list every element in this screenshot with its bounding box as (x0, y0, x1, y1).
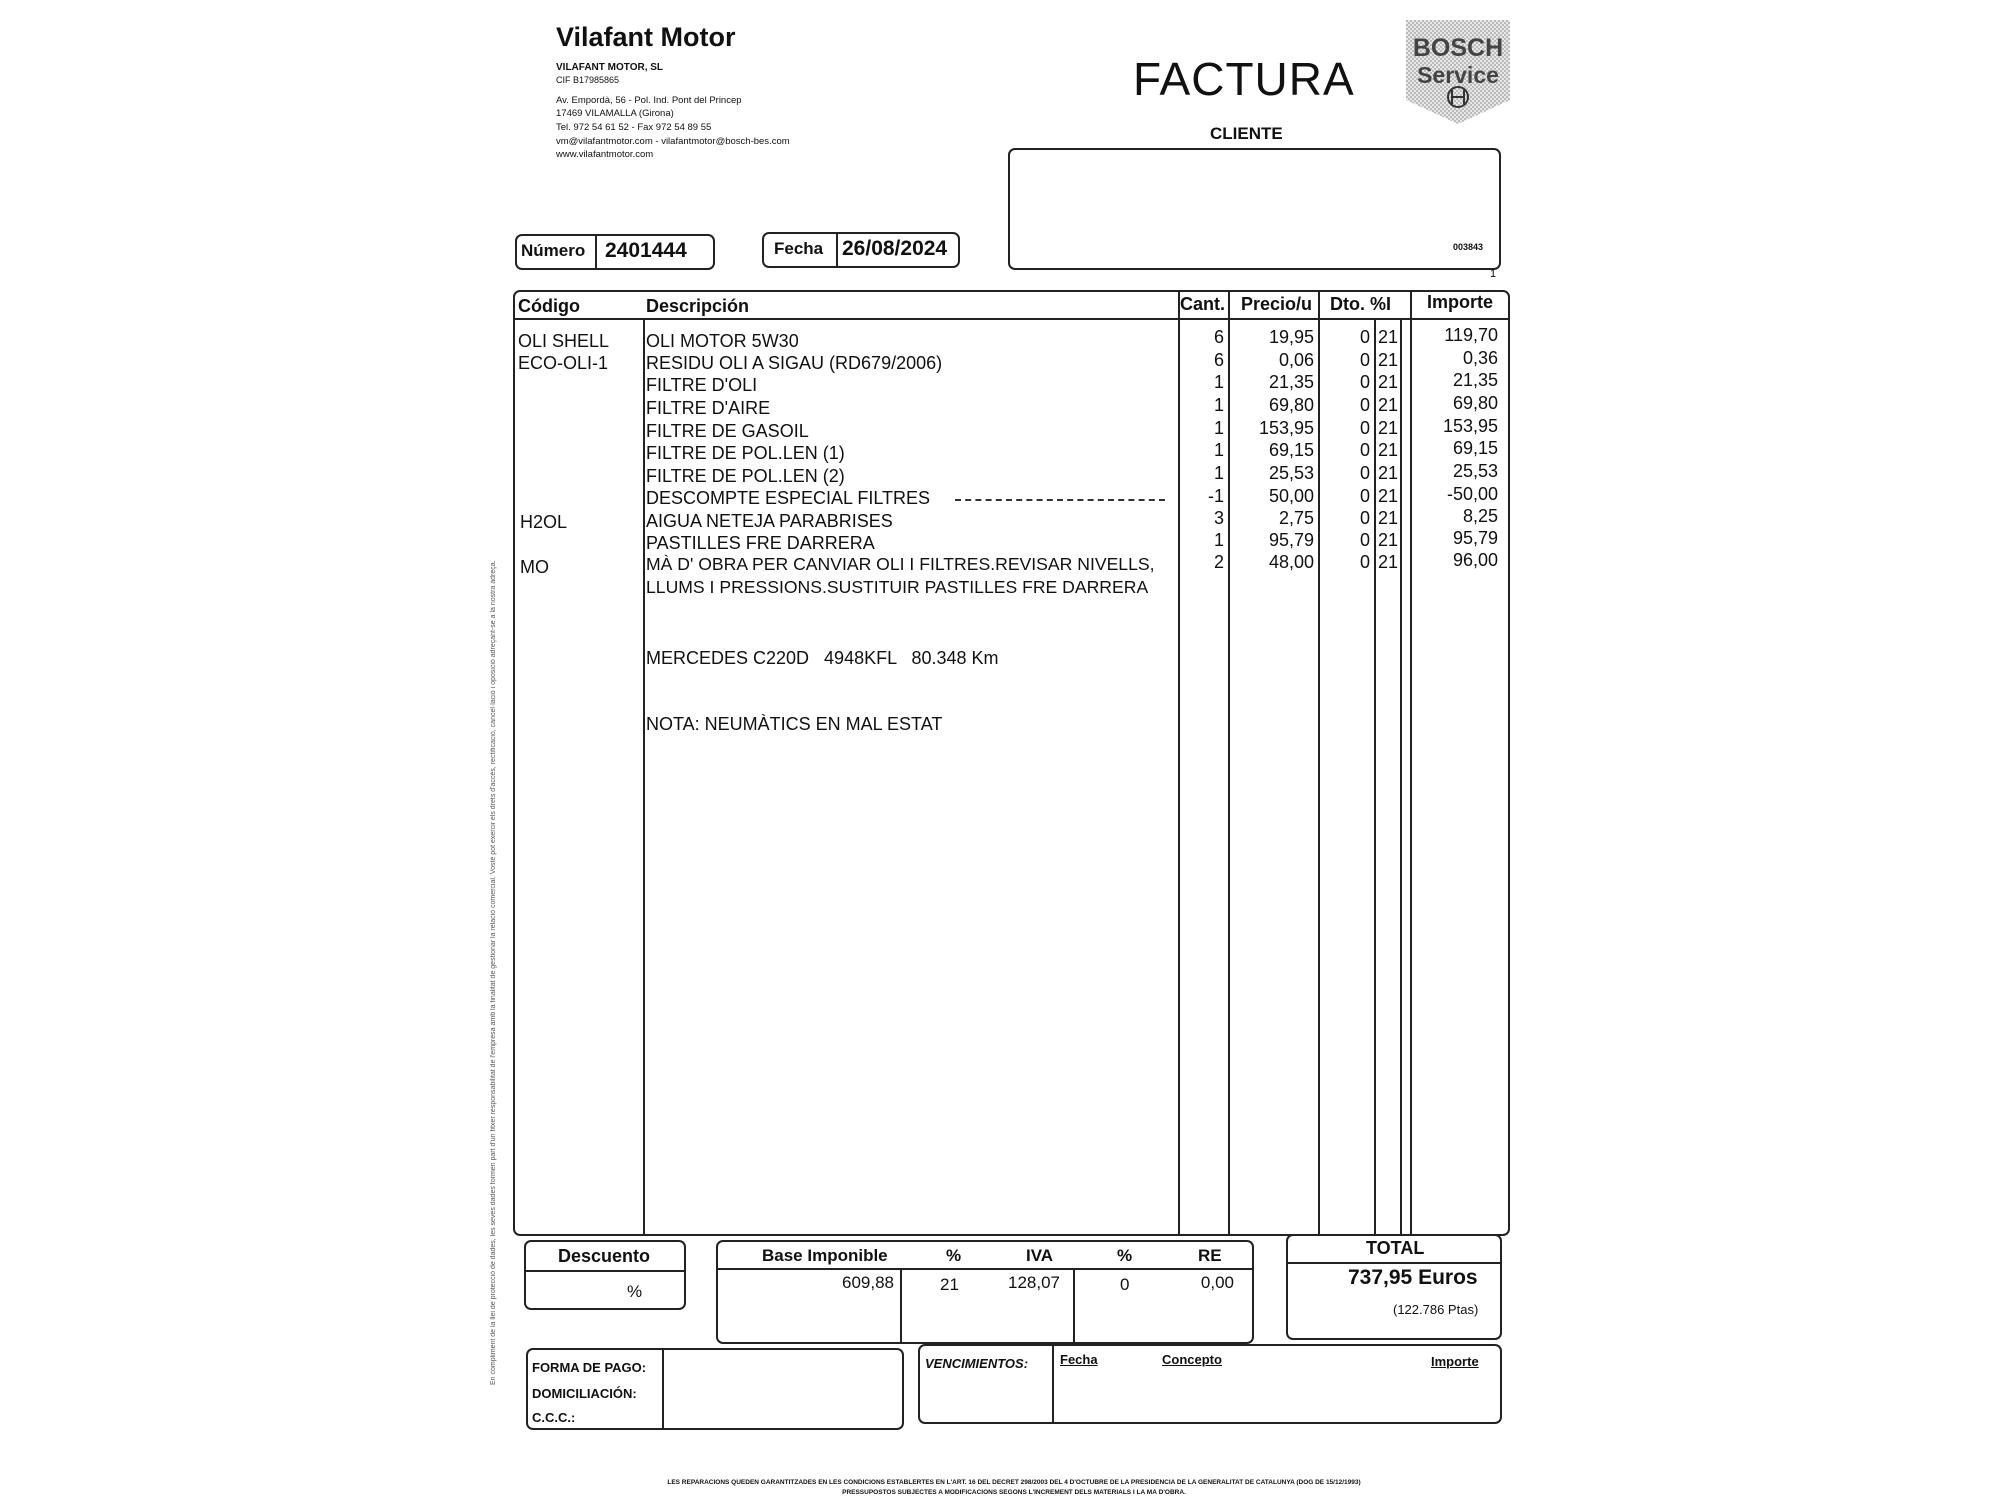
row-unit-price: 95,79 (1268, 530, 1314, 550)
page-number: 1 (1490, 268, 1497, 280)
row-vat: 21 (1378, 372, 1399, 392)
vat-percent-label: % (946, 1246, 962, 1265)
row-discount: 0 (1359, 327, 1370, 347)
company-address2: 17469 VILAMALLA (Girona) (556, 108, 674, 119)
row-amount: 119,70 (1444, 325, 1498, 345)
logo-text-service: Service (1417, 62, 1499, 88)
row-discount: 0 (1359, 530, 1370, 550)
row-unit-price: 153,95 (1258, 418, 1314, 438)
discount-percent: % (627, 1282, 643, 1301)
row-quantity: 1 (1213, 530, 1224, 550)
re-percent-value: 0 (1120, 1275, 1130, 1294)
bosch-service-logo (1406, 20, 1510, 124)
row-quantity: 2 (1213, 552, 1224, 572)
row-discount: 0 (1359, 508, 1370, 528)
row-quantity: 6 (1213, 350, 1224, 370)
row-unit-price: 19,95 (1268, 327, 1314, 347)
row-amount: 25,53 (1452, 461, 1498, 481)
company-web: www.vilafantmotor.com (556, 149, 654, 160)
header-unit-price: Precio/u (1241, 294, 1313, 314)
row-vat: 21 (1378, 463, 1399, 483)
total-pesetas: (122.786 Ptas) (1393, 1302, 1479, 1317)
row-unit-price: 0,06 (1278, 350, 1314, 370)
invoice-date: 26/08/2024 (842, 237, 948, 260)
total-value: 737,95 Euros (1348, 1266, 1478, 1289)
row-discount: 0 (1359, 350, 1370, 370)
row-unit-price: 69,15 (1268, 440, 1314, 460)
company-name: Vilafant Motor (556, 22, 736, 52)
row-amount: 69,80 (1452, 393, 1498, 413)
re-value: 0,00 (1200, 1273, 1234, 1292)
row-discount: 0 (1359, 395, 1370, 415)
due-amount-column: Importe (1431, 1354, 1479, 1369)
row-amount: 21,35 (1452, 370, 1498, 390)
row-description: FILTRE D'OLI (646, 375, 758, 395)
header-code: Código (518, 296, 580, 316)
re-label: RE (1198, 1246, 1222, 1265)
row-quantity: 1 (1213, 372, 1224, 392)
row-unit-price: 25,53 (1268, 463, 1314, 483)
header-quantity: Cant. (1180, 294, 1225, 314)
row-unit-price: 69,80 (1268, 395, 1314, 415)
row-amount: 69,15 (1452, 438, 1498, 458)
row-description: DESCOMPTE ESPECIAL FILTRES (646, 488, 931, 508)
row-unit-price: 2,75 (1278, 508, 1314, 528)
row-amount: 0,36 (1462, 348, 1498, 368)
row-quantity: 6 (1213, 327, 1224, 347)
invoice-number: 2401444 (605, 239, 687, 262)
row-quantity: 1 (1213, 440, 1224, 460)
row-amount: 153,95 (1442, 416, 1498, 436)
discount-label: Descuento (558, 1246, 651, 1266)
row-vat: 21 (1378, 418, 1399, 438)
logo-text-bosch: BOSCH (1412, 34, 1504, 62)
vat-percent-value: 21 (940, 1275, 959, 1294)
row-description: FILTRE DE POL.LEN (2) (646, 466, 845, 486)
row-code: MO (520, 557, 549, 577)
row-discount: 0 (1359, 552, 1370, 572)
base-label: Base Imponible (762, 1246, 888, 1265)
company-email: vm@vilafantmotor.com - vilafantmotor@bosch-bes.com (556, 136, 790, 147)
footer-estimates: PRESSUPOSTOS SUBJECTES A MODIFICACIONS SEGONS L'INCREMENT DELS MATERIALS I LA MÀ D'OBRA. (842, 1489, 1186, 1496)
row-vat: 21 (1378, 552, 1399, 572)
header-discount-vat: Dto. %I (1330, 294, 1391, 314)
row-discount: 0 (1359, 486, 1370, 506)
row-description: AIGUA NETEJA PARABRISES (646, 511, 893, 531)
row-quantity: 1 (1213, 418, 1224, 438)
due-date-column: Fecha (1060, 1352, 1098, 1367)
row-description: PASTILLES FRE DARRERA (646, 533, 875, 553)
row-vat: 21 (1378, 440, 1399, 460)
side-privacy-text: En compliment de la llei de protecció de dades, les seves dades formen part d'un fitxer responsabilitat de l'empresa amb la finalitat de gestionar la relació comercial. Vostè pot exercir els drets d'accés, rectificació, cancel·lació i oposició adreçant-se a la nostra adreça. (490, 560, 497, 1385)
row-unit-price: 21,35 (1268, 372, 1314, 392)
footer-warranty: LES REPARACIONS QUEDEN GARANTITZADES EN LES CONDICIONS ESTABLERTES EN L'ART. 16 DEL DECRET 298/2003 DEL 4 D'OCTUBRE DE LA PRESIDÈNCIA DE LA GENERALITAT DE CATALUNYA (DOG DE 15/12/1993) (667, 1479, 1361, 1486)
row-amount: -50,00 (1446, 484, 1498, 504)
row-vat: 21 (1378, 530, 1399, 550)
row-quantity: -1 (1207, 486, 1224, 506)
vat-label: IVA (1026, 1246, 1054, 1265)
document-title: FACTURA (1133, 53, 1355, 105)
base-value: 609,88 (842, 1273, 894, 1292)
row-code: ECO-OLI-1 (518, 353, 609, 373)
row-description: OLI MOTOR 5W30 (646, 331, 799, 351)
invoice-note: NOTA: NEUMÀTICS EN MAL ESTAT (646, 714, 943, 734)
row-amount: 95,79 (1452, 528, 1498, 548)
row-vat: 21 (1378, 350, 1399, 370)
row-vat: 21 (1378, 395, 1399, 415)
row-quantity: 3 (1213, 508, 1224, 528)
header-amount: Importe (1427, 292, 1494, 312)
row-amount: 96,00 (1452, 550, 1498, 570)
company-legal-name: VILAFANT MOTOR, SL (556, 62, 664, 73)
invoice-date-label: Fecha (774, 239, 824, 258)
row-code: H2OL (520, 512, 568, 532)
dashed-separator (955, 499, 1165, 501)
row-quantity: 1 (1213, 395, 1224, 415)
payment-method-label: FORMA DE PAGO: (532, 1360, 647, 1375)
row-quantity: 1 (1213, 463, 1224, 483)
row-description: FILTRE D'AIRE (646, 398, 771, 418)
row-unit-price: 50,00 (1268, 486, 1314, 506)
row-discount: 0 (1359, 440, 1370, 460)
row-vat: 21 (1378, 486, 1399, 506)
company-phone: Tel. 972 54 61 52 - Fax 972 54 89 55 (556, 122, 712, 133)
row-unit-price: 48,00 (1268, 552, 1314, 572)
payment-ccc-label: C.C.C.: (532, 1410, 576, 1425)
invoice-number-label: Número (521, 241, 586, 260)
due-concept-column: Concepto (1162, 1352, 1222, 1367)
row-amount: 8,25 (1462, 506, 1498, 526)
vat-value: 128,07 (1008, 1273, 1060, 1292)
row-description: MÀ D' OBRA PER CANVIAR OLI I FILTRES.REVISAR NIVELLS, (646, 554, 1155, 574)
vehicle-info: MERCEDES C220D 4948KFL 80.348 Km (646, 648, 999, 668)
row-description: RESIDU OLI A SIGAU (RD679/2006) (646, 353, 943, 373)
row-discount: 0 (1359, 372, 1370, 392)
row-description: FILTRE DE GASOIL (646, 421, 809, 441)
row-discount: 0 (1359, 463, 1370, 483)
due-dates-label: VENCIMIENTOS: (925, 1356, 1029, 1371)
row-description: LLUMS I PRESSIONS.SUSTITUIR PASTILLES FRE DARRERA (646, 577, 1149, 597)
row-vat: 21 (1378, 508, 1399, 528)
header-description: Descripción (646, 296, 750, 316)
client-code: 003843 (1453, 242, 1484, 252)
row-description: FILTRE DE POL.LEN (1) (646, 443, 845, 463)
re-percent-label: % (1117, 1246, 1133, 1265)
total-label: TOTAL (1366, 1238, 1425, 1258)
client-label: CLIENTE (1210, 124, 1283, 143)
row-code: OLI SHELL (518, 331, 610, 351)
row-vat: 21 (1378, 327, 1399, 347)
client-box (1008, 148, 1501, 270)
company-cif: CIF B17985865 (556, 75, 620, 85)
company-address1: Av. Empordà, 56 - Pol. Ind. Pont del Princep (556, 95, 742, 106)
row-discount: 0 (1359, 418, 1370, 438)
payment-domiciliation-label: DOMICILIACIÓN: (532, 1386, 637, 1401)
